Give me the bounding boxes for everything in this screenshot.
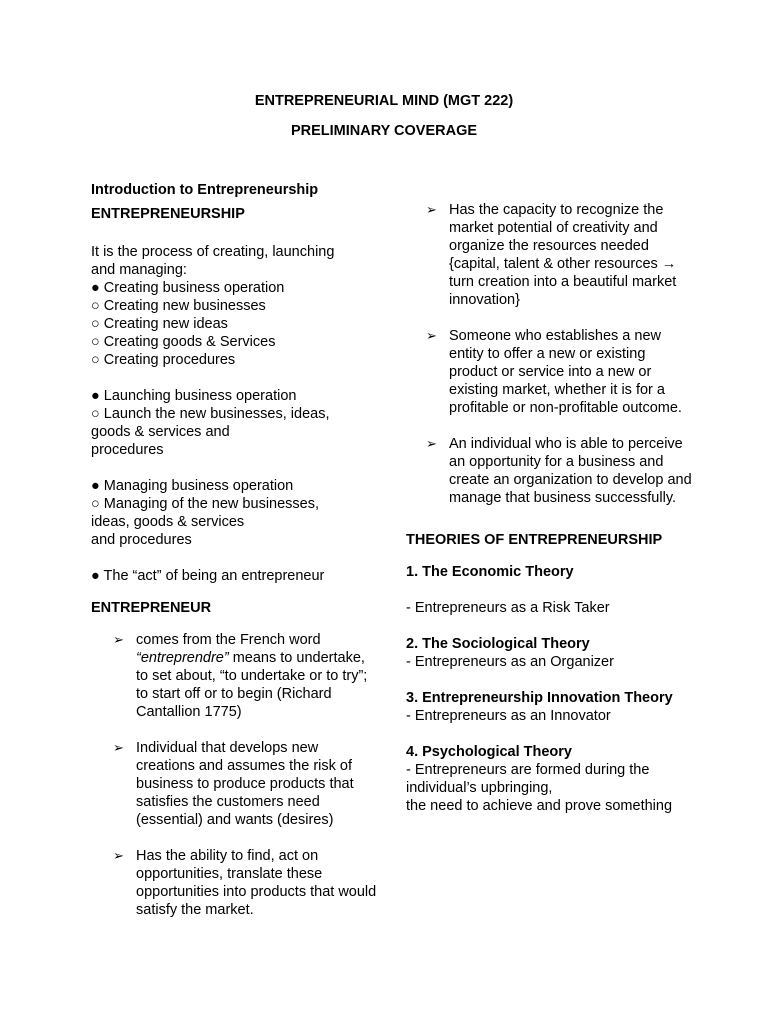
point-text: comes from the French word	[136, 632, 321, 648]
list-item	[91, 631, 381, 721]
left-column	[91, 181, 381, 937]
point-text: means to undertake, to set about, “to undertake or to try”; to start off or to begin (Richard Cantallion 1775)	[136, 650, 368, 720]
list-item	[404, 435, 696, 507]
theory-description: - Entrepreneurs as an Innovator	[406, 708, 611, 724]
list-item: ○ Creating goods & Services	[91, 334, 276, 350]
entrepreneur-points-continued	[404, 201, 696, 507]
theories-heading: THEORIES OF ENTREPRENEURSHIP	[406, 532, 663, 548]
arrowhead-bullet-icon: ➢	[113, 740, 124, 755]
theory-title: 4. Psychological Theory	[406, 744, 572, 760]
list-item: and procedures	[91, 532, 192, 548]
list-item: procedures	[91, 442, 164, 458]
launching-block	[91, 387, 381, 459]
theory-title: 1. The Economic Theory	[406, 564, 574, 580]
list-item	[91, 739, 381, 829]
list-item: ○ Launch the new businesses, ideas,	[91, 406, 330, 422]
point-text: Has the capacity to recognize the market potential of creativity and organize the resources needed {capital, talent & other resources → turn creation into a beautiful market innovation}	[449, 202, 677, 308]
theory-description: - Entrepreneurs are formed during the individual’s upbringing,	[406, 762, 650, 796]
entrepreneur-points	[91, 631, 381, 919]
theory-title: 3. Entrepreneurship Innovation Theory	[406, 690, 673, 706]
document-subtitle: PRELIMINARY COVERAGE	[290, 123, 478, 139]
definition-line: and managing:	[91, 262, 187, 278]
french-word: “entreprendre”	[136, 650, 229, 666]
managing-block	[91, 477, 381, 549]
arrowhead-bullet-icon: ➢	[113, 632, 124, 647]
arrowhead-bullet-icon: ➢	[426, 436, 437, 451]
list-item: ○ Managing of the new businesses,	[91, 496, 320, 512]
point-text: Someone who establishes a new entity to offer a new or existing product or service into a new or existing market, whether it is for a profitable or non-profitable outcome.	[449, 328, 682, 416]
list-item: ○ Creating procedures	[91, 352, 236, 368]
point-text: Has the ability to find, act on opportunities, translate these opportunities into products that would satisfy the market.	[136, 848, 377, 918]
right-column	[406, 201, 696, 815]
list-item: ○ Creating new ideas	[91, 316, 228, 332]
entrepreneurship-heading: ENTREPRENEURSHIP	[91, 206, 245, 222]
theory-description: - Entrepreneurs as an Organizer	[406, 654, 614, 670]
theory-description: - Entrepreneurs as a Risk Taker	[406, 600, 610, 616]
document-title: ENTREPRENEURIAL MIND (MGT 222)	[254, 93, 514, 109]
list-item: goods & services and	[91, 424, 230, 440]
arrowhead-bullet-icon: ➢	[426, 202, 437, 217]
act-line: ● The “act” of being an entrepreneur	[91, 568, 325, 584]
list-item	[404, 201, 696, 309]
list-item: ● Managing business operation	[91, 478, 294, 494]
arrowhead-bullet-icon: ➢	[426, 328, 437, 343]
list-item	[404, 327, 696, 417]
point-text: Individual that develops new creations and assumes the risk of business to produce products that satisfies the customers need (essential) and wants (desires)	[136, 740, 354, 828]
list-item: ○ Creating new businesses	[91, 298, 266, 314]
list-item: ● Launching business operation	[91, 388, 297, 404]
theory-description: the need to achieve and prove something	[406, 798, 673, 814]
list-item: ideas, goods & services	[91, 514, 245, 530]
definition-paragraph	[91, 243, 381, 369]
intro-heading: Introduction to Entrepreneurship	[91, 182, 319, 198]
list-item	[91, 847, 381, 919]
entrepreneur-heading: ENTREPRENEUR	[91, 600, 212, 616]
theory-title: 2. The Sociological Theory	[406, 636, 590, 652]
list-item: ● Creating business operation	[91, 280, 285, 296]
definition-line: It is the process of creating, launching	[91, 244, 335, 260]
point-text: An individual who is able to perceive an opportunity for a business and create an organization to develop and manage that business successfully.	[449, 436, 692, 506]
arrowhead-bullet-icon: ➢	[113, 848, 124, 863]
